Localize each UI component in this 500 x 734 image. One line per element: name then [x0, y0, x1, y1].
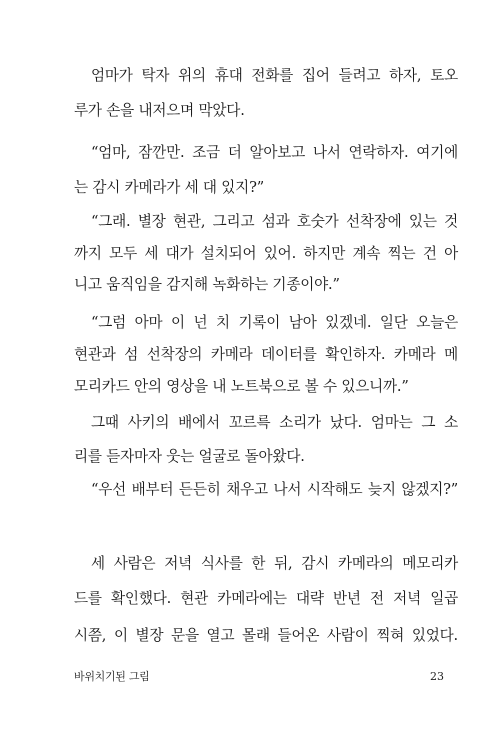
text-line: 세 사람은 저녁 식사를 한 뒤, 감시 카메라의 메모리카 — [91, 555, 458, 572]
text-line: 니고 움직임을 감지해 녹화하는 기종이야.” — [74, 276, 340, 293]
text-line: 엄마가 탁자 위의 휴대 전화를 집어 들려고 하자, 토오 — [91, 67, 458, 84]
text-line: 현관과 섬 선착장의 카메라 데이터를 확인하자. 카메라 메 — [74, 346, 458, 363]
text-line: 그때 사키의 배에서 꼬르륵 소리가 났다. 엄마는 그 소 — [91, 414, 458, 431]
text-line: “우선 배부터 든든히 채우고 나서 시작해도 늦지 않겠지?” — [91, 481, 458, 498]
text-line: 모리카드 안의 영상을 내 노트북으로 볼 수 있으니까.” — [74, 378, 409, 395]
text-line: 드를 확인했다. 현관 카메라에는 대략 반년 전 저녁 일곱 — [74, 590, 458, 607]
text-line: 시쯤, 이 별장 문을 열고 몰래 들어온 사람이 찍혀 있었다. — [74, 627, 458, 644]
text-line: “그래. 별장 현관, 그리고 섬과 호숫가 선착장에 있는 것 — [91, 213, 458, 230]
text-line: 리를 듣자마자 웃는 얼굴로 돌아왔다. — [74, 448, 305, 465]
text-line: 루가 손을 내저으며 막았다. — [74, 102, 245, 119]
running-footer-title: 바위치기된 그림 — [74, 670, 150, 683]
text-line: 는 감시 카메라가 세 대 있지?” — [74, 179, 264, 196]
page-number: 23 — [430, 670, 444, 683]
text-line: “엄마, 잠깐만. 조금 더 알아보고 나서 연락하자. 여기에 — [91, 144, 458, 161]
text-line: “그럼 아마 이 넌 치 기록이 남아 있겠네. 일단 오늘은 — [91, 314, 458, 331]
text-line: 까지 모두 세 대가 설치되어 있어. 하지만 계속 찍는 건 아 — [74, 245, 458, 262]
